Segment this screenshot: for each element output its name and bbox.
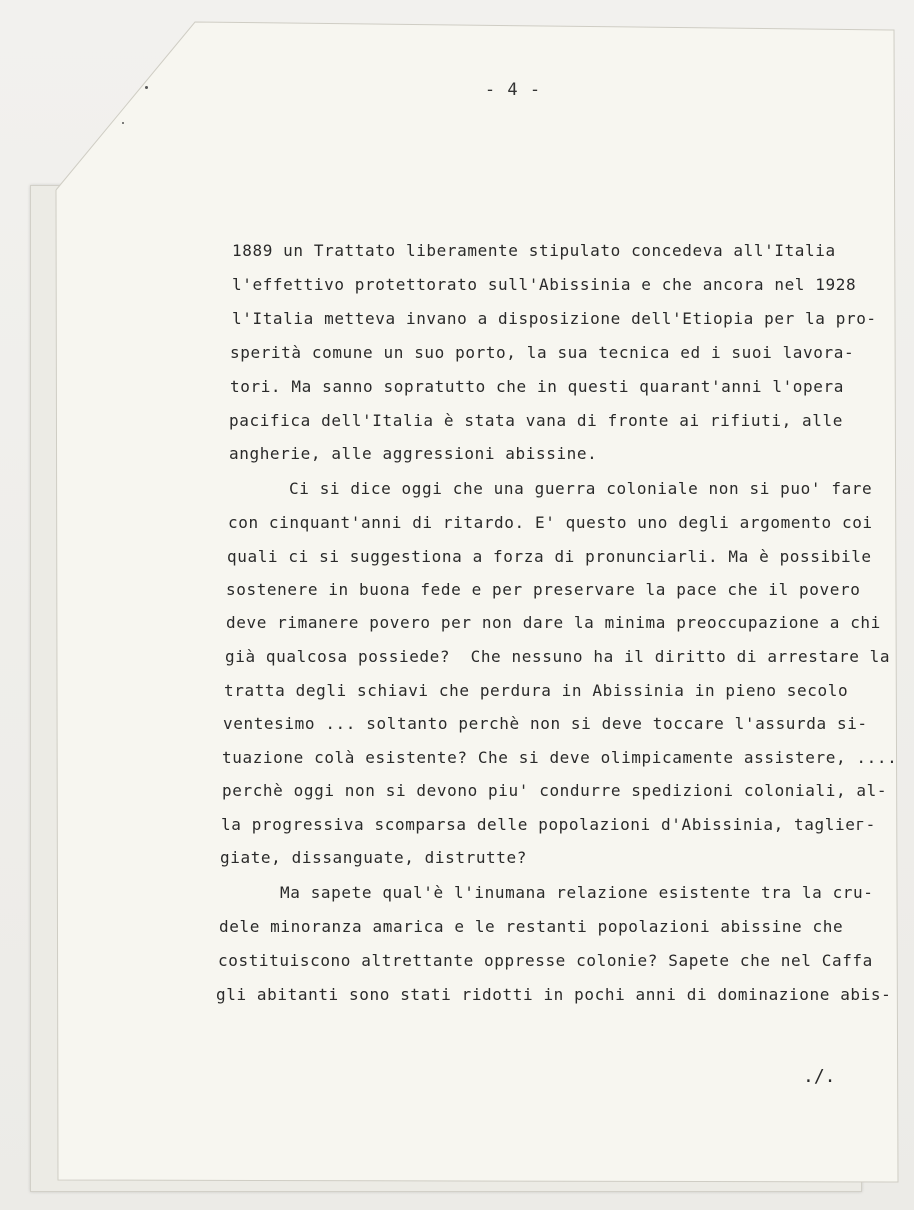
page-number: - 4 -	[484, 80, 542, 100]
text-line: perchè oggi non si devono piu' condurre spedizioni coloniali, al-	[222, 781, 888, 800]
text-line: giate, dissanguate, distrutte?	[220, 848, 527, 867]
text-line: tratta degli schiavi che perdura in Abissinia in pieno secolo	[224, 681, 849, 700]
text-line: l'Italia metteva invano a disposizione dell'Etiopia per la pro-	[232, 309, 877, 328]
text-line: costituiscono altrettante oppresse colonie? Sapete che nel Caffa	[218, 951, 873, 970]
text-line: Ci si dice oggi che una guerra coloniale non si puo' fare	[289, 479, 873, 498]
text-line: Ma sapete qual'è l'inumana relazione esistente tra la cru-	[280, 883, 874, 902]
text-line: tuazione colà esistente? Che si deve olimpicamente assistere, ....	[222, 748, 898, 767]
text-line: sperità comune un suo porto, la sua tecnica ed i suoi lavora-	[230, 343, 855, 362]
text-line: dele minoranza amarica e le restanti popolazioni abissine che	[219, 917, 844, 936]
text-line: la progressiva scomparsa delle popolazioni d'Abissinia, tagliег-	[221, 815, 876, 834]
text-line: quali ci si suggestiona a forza di pronunciarli. Ma è possibile	[227, 547, 872, 566]
text-line: tori. Ma sanno sopratutto che in questi quarant'anni l'opera	[230, 377, 844, 396]
text-line: già qualcosa possiede? Che nessuno ha il diritto di arrestare la	[225, 647, 891, 666]
continuation-mark: ./.	[803, 1066, 836, 1087]
text-line: 1889 un Trattato liberamente stipulato concedeva all'Italia	[232, 241, 836, 260]
text-line: deve rimanere povero per non dare la minima preoccupazione a chi	[226, 613, 881, 632]
text-line: angherie, alle aggressioni abissine.	[229, 444, 598, 463]
text-line: pacifica dell'Italia è stata vana di fronte ai rifiuti, alle	[229, 411, 843, 430]
text-line: l'effettivo protettorato sull'Abissinia e che ancora nel 1928	[232, 275, 857, 294]
text-line: sostenere in buona fede e per preservare la pace che il povero	[226, 580, 861, 599]
text-line: gli abitanti sono stati ridotti in pochi anni di dominazione abis-	[216, 985, 892, 1004]
text-line: ventesimo ... soltanto perchè non si deve toccare l'assurda si-	[223, 714, 868, 733]
text-line: con cinquant'anni di ritardo. E' questo uno degli argomento coi	[228, 513, 873, 532]
